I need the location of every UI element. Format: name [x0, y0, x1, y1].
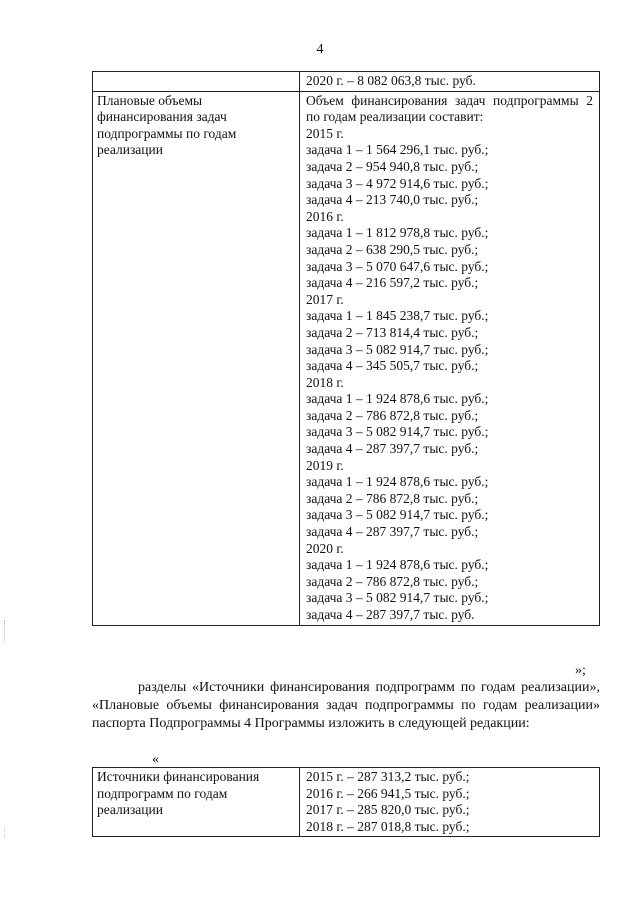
task-line: задача 2 – 954 940,8 тыс. руб.; — [306, 158, 479, 174]
table-row — [93, 72, 600, 92]
task-line: задача 2 – 713 814,4 тыс. руб.; — [306, 324, 479, 340]
task-line: задача 4 – 287 397,7 тыс. руб. — [306, 607, 475, 622]
row-label-funding-sources: Источники финансирования подпрограмм по годам реализации — [93, 768, 300, 837]
task-line: задача 4 – 216 597,2 тыс. руб.; — [306, 275, 479, 291]
paragraph-text: разделы «Источники финансирования подпрограмм по годам реализации», «Плановые объемы финансирования задач подпрограммы по годам реализации» паспорта Подпрограммы 4 Программы изложить в следующей редакции: — [92, 680, 600, 731]
task-line: задача 4 – 345 505,7 тыс. руб.; — [306, 358, 479, 374]
closing-quote: »; — [575, 663, 586, 678]
year-label: 2016 г. — [306, 208, 344, 224]
subprogram-funding-table — [92, 71, 600, 626]
task-line: задача 2 – 786 872,8 тыс. руб.; — [306, 490, 479, 506]
task-line: задача 3 – 4 972 914,6 тыс. руб.; — [306, 175, 489, 191]
year-value-line: 2017 г. – 285 820,0 тыс. руб.; — [306, 802, 470, 818]
year-value-line: 2018 г. – 287 018,8 тыс. руб.; — [306, 818, 470, 834]
task-line: задача 1 – 1 845 238,7 тыс. руб.; — [306, 308, 489, 324]
year-label: 2020 г. — [306, 540, 344, 556]
task-line: задача 1 – 1 564 296,1 тыс. руб.; — [306, 142, 489, 158]
year-label: 2017 г. — [306, 291, 344, 307]
task-line: задача 1 – 1 924 878,6 тыс. руб.; — [306, 557, 489, 573]
task-line: задача 1 – 1 924 878,6 тыс. руб.; — [306, 474, 489, 490]
funding-sources-table — [92, 767, 600, 837]
scan-margin-mark — [4, 828, 7, 838]
task-line: задача 3 – 5 082 914,7 тыс. руб.; — [306, 424, 489, 440]
task-line: задача 1 – 1 924 878,6 тыс. руб.; — [306, 391, 489, 407]
year-label: 2015 г. — [306, 125, 344, 141]
page-number: 4 — [316, 42, 324, 57]
year-value-line: 2015 г. – 287 313,2 тыс. руб.; — [306, 769, 470, 784]
total-2020-text: 2020 г. – 8 082 063,8 тыс. руб. — [306, 73, 476, 88]
table-row — [93, 91, 600, 625]
task-line: задача 2 – 638 290,5 тыс. руб.; — [306, 241, 479, 257]
year-label: 2018 г. — [306, 374, 344, 390]
year-value-line: 2016 г. – 266 941,5 тыс. руб.; — [306, 785, 470, 801]
task-line: задача 4 – 287 397,7 тыс. руб.; — [306, 441, 479, 457]
task-line: задача 3 – 5 082 914,7 тыс. руб.; — [306, 590, 489, 606]
row-label-planned-volumes: Плановые объемы финансирования задач подпрограммы по годам реализации — [93, 91, 300, 625]
table-row — [93, 768, 600, 837]
task-line: задача 3 – 5 070 647,6 тыс. руб.; — [306, 258, 489, 274]
scan-margin-mark — [4, 620, 7, 642]
table-cell-total-2020 — [300, 72, 600, 92]
task-line: задача 4 – 287 397,7 тыс. руб.; — [306, 524, 479, 540]
task-line: задача 2 – 786 872,8 тыс. руб.; — [306, 407, 479, 423]
task-line: задача 1 – 1 812 978,8 тыс. руб.; — [306, 225, 489, 241]
task-line: задача 2 – 786 872,8 тыс. руб.; — [306, 573, 479, 589]
task-line: задача 3 – 5 082 914,7 тыс. руб.; — [306, 341, 489, 357]
task-line: задача 4 – 213 740,0 тыс. руб.; — [306, 192, 479, 208]
year-label: 2019 г. — [306, 457, 344, 473]
table-cell-empty — [93, 72, 300, 92]
amendment-paragraph — [92, 679, 600, 733]
tasks-funding-cell — [300, 91, 600, 625]
opening-quote: « — [152, 752, 159, 767]
task-line: задача 3 – 5 082 914,7 тыс. руб.; — [306, 507, 489, 523]
funding-values-cell — [300, 768, 600, 837]
funding-intro: Объем финансирования задач подпрограммы 2 по годам реализации составит: — [306, 92, 593, 125]
